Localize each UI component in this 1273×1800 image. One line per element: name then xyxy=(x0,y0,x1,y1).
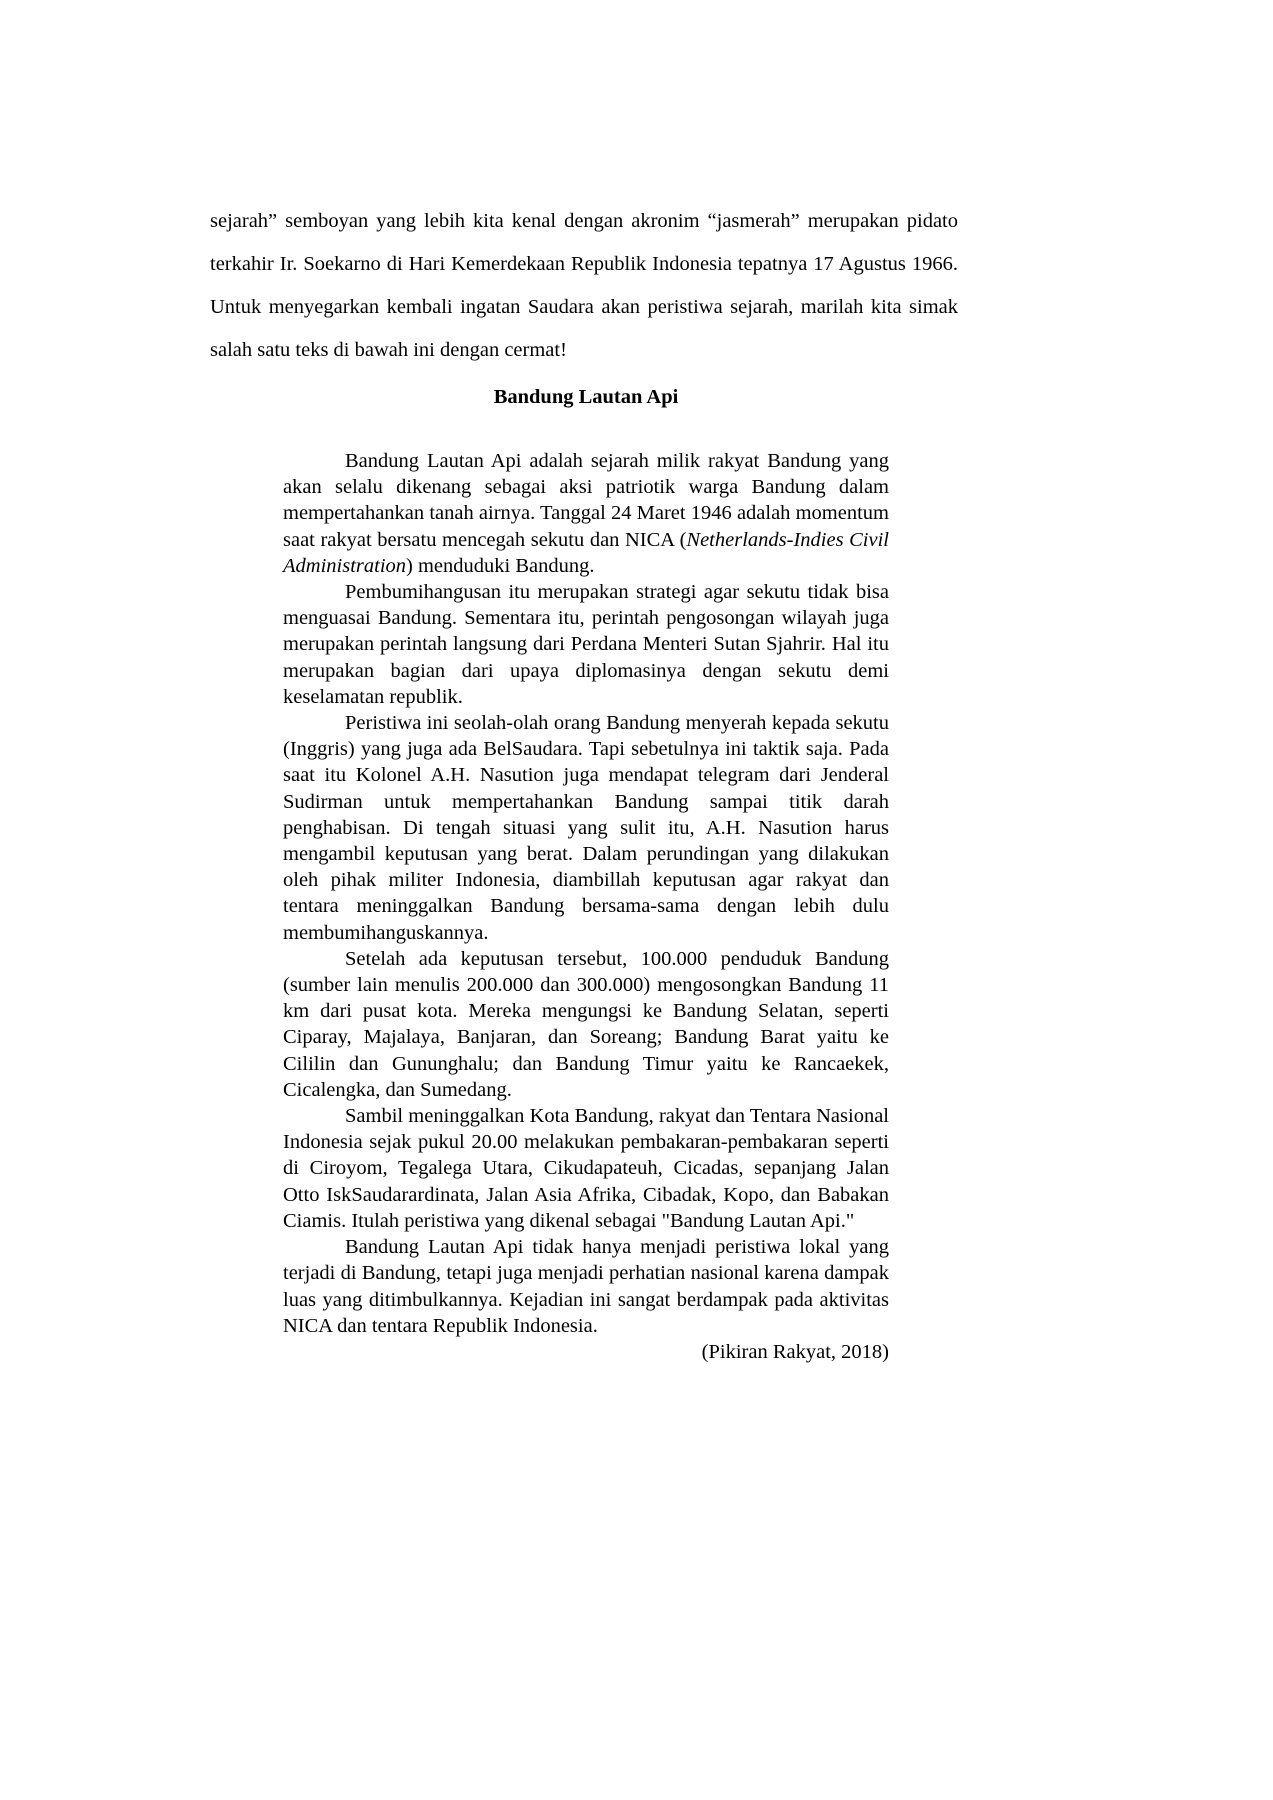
source-attribution: (Pikiran Rakyat, 2018) xyxy=(701,1340,889,1363)
reading-passage xyxy=(283,448,889,1365)
intro-paragraph: sejarah” semboyan yang lebih kita kenal dengan akronim “jasmerah” merupakan pidato terkahir Ir. Soekarno di Hari Kemerdekaan Republik Indonesia tepatnya 17 Agustus 1966. Untuk menyegarkan kembali ingatan Saudara akan peristiwa sejarah, marilah kita simak salah satu teks di bawah ini dengan cermat! xyxy=(210,210,958,361)
passage-paragraph-6: Bandung Lautan Api tidak hanya menjadi peristiwa lokal yang terjadi di Bandung, tetapi juga menjadi perhatian nasional karena dampak luas yang ditimbulkannya. Kejadian ini sangat berdampak pada aktivitas NICA dan tentara Republik Indonesia. xyxy=(283,1236,889,1337)
passage-paragraph-4: Setelah ada keputusan tersebut, 100.000 penduduk Bandung (sumber lain menulis 200.000 dan 300.000) mengosongkan Bandung 11 km dari pusat kota. Mereka mengungsi ke Bandung Selatan, seperti Ciparay, Majalaya, Banjaran, dan Soreang; Bandung Barat yaitu ke Cililin dan Gununghalu; dan Bandung Timur yaitu ke Rancaekek, Cicalengka, dan Sumedang. xyxy=(283,947,889,1101)
paragraph-text: Bandung Lautan Api adalah sejarah milik rakyat Bandung yang akan selalu dikenang sebagai aksi patriotik warga Bandung dalam mempertahankan tanah airnya. Tanggal 24 Maret 1946 adalah momentum saat rakyat bersatu mencegah sekutu dan NICA ( xyxy=(283,450,889,551)
passage-paragraph-2: Pembumihangusan itu merupakan strategi agar sekutu tidak bisa menguasai Bandung. Sementara itu, perintah pengosongan wilayah juga merupakan perintah langsung dari Perdana Menteri Sutan Sjahrir. Hal itu merupakan bagian dari upaya diplomasinya dengan sekutu demi keselamatan republik. xyxy=(283,581,889,708)
passage-paragraph-3: Peristiwa ini seolah-olah orang Bandung menyerah kepada sekutu (Inggris) yang juga ada BelSaudara. Tapi sebetulnya ini taktik saja. Pada saat itu Kolonel A.H. Nasution juga mendapat telegram dari Jenderal Sudirman untuk mempertahankan Bandung sampai titik darah penghabisan. Di tengah situasi yang sulit itu, A.H. Nasution harus mengambil keputusan yang berat. Dalam perundingan yang dilakukan oleh pihak militer Indonesia, diambillah keputusan agar rakyat dan tentara meninggalkan Bandung bersama-sama dengan lebih dulu membumihanguskannya. xyxy=(283,712,889,944)
paragraph-italic-text: Netherlands-Indies Civil Administration xyxy=(283,528,889,577)
passage-title: Bandung Lautan Api xyxy=(493,386,679,408)
passage-paragraph-5: Sambil meninggalkan Kota Bandung, rakyat dan Tentara Nasional Indonesia sejak pukul 20.00 melakukan pembakaran-pembakaran seperti di Ciroyom, Tegalega Utara, Cikudapateuh, Cicadas, sepanjang Jalan Otto IskSaudarardinata, Jalan Asia Afrika, Cibadak, Kopo, dan Babakan Ciamis. Itulah peristiwa yang dikenal sebagai "Bandung Lautan Api." xyxy=(283,1105,889,1232)
passage-paragraph-1 xyxy=(283,448,889,579)
paragraph-text: ) menduduki Bandung. xyxy=(406,554,595,577)
